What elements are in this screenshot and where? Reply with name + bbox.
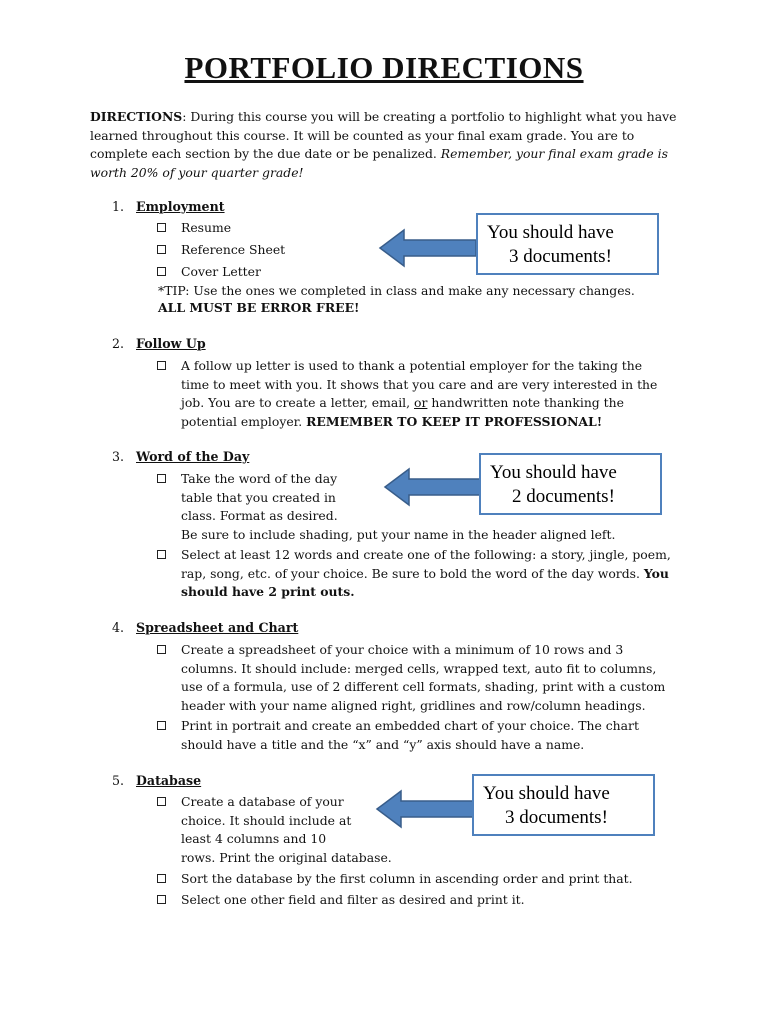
section-5-number: 5.: [112, 773, 125, 788]
callout-box: You should have 3 documents!: [472, 774, 655, 836]
section-3-number: 3.: [112, 449, 125, 464]
checkbox-icon: [157, 874, 166, 883]
directions-italic: Remember, your final exam grade is worth 20% of your quarter grade!: [90, 146, 668, 180]
tip-emphasis: ALL MUST BE ERROR FREE!: [158, 300, 360, 315]
callout-box: You should have 2 documents!: [479, 453, 662, 515]
checkbox-icon: [157, 361, 166, 370]
section-1-number: 1.: [112, 199, 125, 214]
checkbox-icon: [157, 267, 166, 276]
directions-paragraph: [90, 108, 690, 182]
callout-box: You should have 3 documents!: [476, 213, 659, 275]
section-3-heading: Word of the Day: [136, 449, 250, 464]
section-4-heading: Spreadsheet and Chart: [136, 620, 299, 635]
checkbox-icon: [157, 550, 166, 559]
checkbox-icon: [157, 645, 166, 654]
checkbox-icon: [157, 245, 166, 254]
section-1-heading: Employment: [136, 199, 225, 214]
section-2-heading: Follow Up: [136, 336, 206, 351]
left-arrow-icon: [375, 789, 475, 829]
left-arrow-icon: [378, 228, 478, 268]
checkbox-icon: [157, 223, 166, 232]
directions-label: DIRECTIONS: [90, 109, 183, 124]
section-5-heading: Database: [136, 773, 202, 788]
checkbox-icon: [157, 895, 166, 904]
checkbox-icon: [157, 474, 166, 483]
tip-text: *TIP: Use the ones we completed in class and make any necessary changes.: [158, 283, 635, 298]
page-title: PORTFOLIO DIRECTIONS: [184, 50, 584, 85]
checkbox-icon: [157, 721, 166, 730]
section-4-number: 4.: [112, 620, 125, 635]
checkbox-icon: [157, 797, 166, 806]
left-arrow-icon: [383, 467, 483, 507]
directions-text: : During this course you will be creating a portfolio to highlight what you have learned throughout this course. It will be counted as your final exam grade. You are to complete each section by the due date or be penalized.: [90, 109, 677, 161]
section-2-number: 2.: [112, 336, 125, 351]
